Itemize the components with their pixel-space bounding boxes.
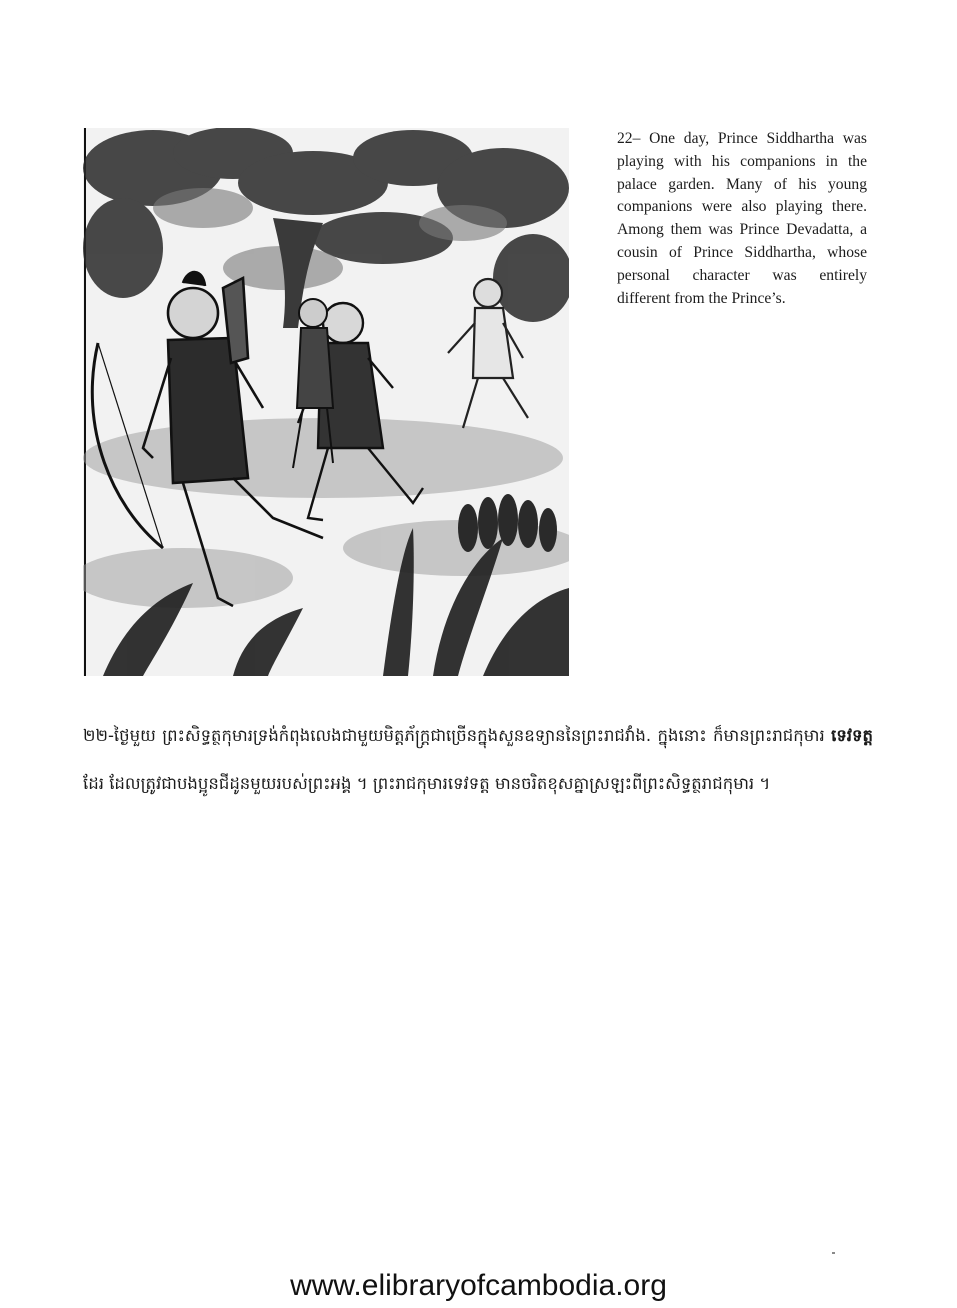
khmer-name-devadatta: ទេវទត្ត <box>831 726 873 745</box>
khmer-text-part-1: ២២-ថ្ងៃមួយ ព្រះសិទ្ធត្ថកុមារទ្រង់កំពុងលេងជាមួយមិត្តភ័ក្ដ្រជាច្រើនក្នុងសួនឧទ្យាននៃព្រះរាជវាំង. ក្នុងនោះ ក៏មានព្រះរាជកុមារ <box>83 726 832 745</box>
illustration-drawing <box>83 128 569 676</box>
footer-url: www.elibraryofcambodia.org <box>290 1269 667 1302</box>
scan-speck <box>832 1252 835 1254</box>
english-caption: 22– One day, Prince Siddhartha was playing with his companions in the palace garden. Many of his young companions were also playing there. Among them was Prince Devadatta, a cousin of Prince Siddhartha, whose personal character was entirely different from the Prince’s. <box>617 130 867 307</box>
khmer-paragraph <box>83 712 873 808</box>
illustration-princes-playing <box>83 128 569 676</box>
khmer-text-part-2: ដែរ ដែលត្រូវជាបងប្អូនជីដូនមួយរបស់ព្រះអង្គ ។ ព្រះរាជកុមារទេវទត្ត មានចរិតខុសគ្នាស្រឡះពីព្រះសិទ្ធត្ថរាជកុមារ ។ <box>83 774 771 793</box>
